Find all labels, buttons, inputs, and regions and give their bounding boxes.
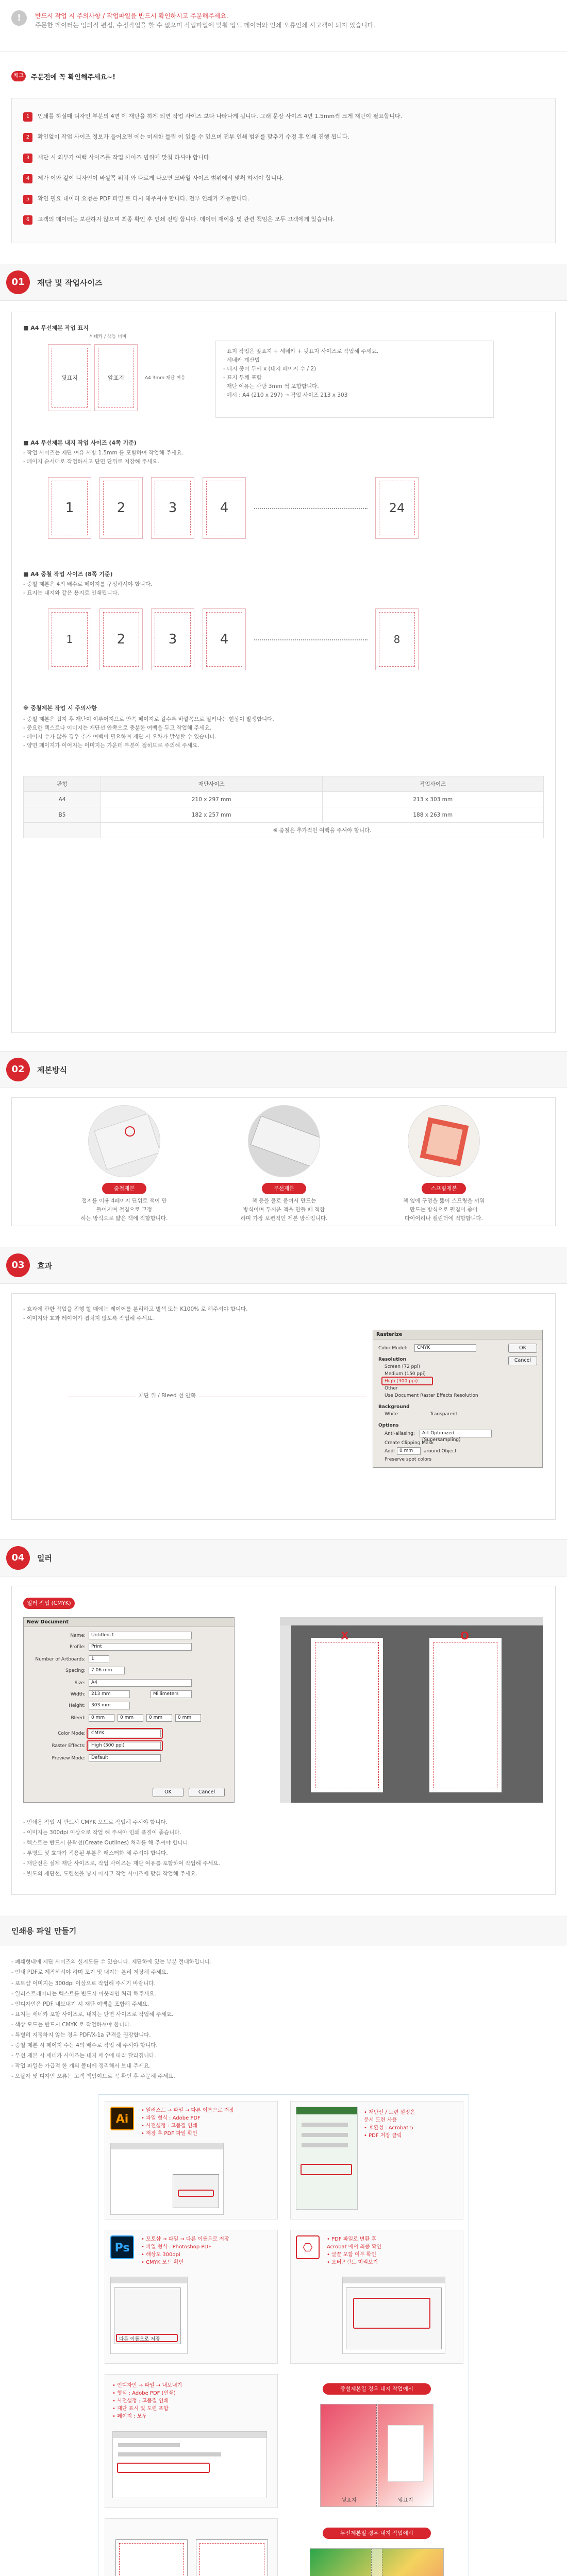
print-line: - 작업 파일은 가급적 한 개의 폴더에 정리해서 보내 주세요. bbox=[11, 2063, 151, 2069]
subheading: ■ A4 중철 작업 사이즈 (8쪽 기준) bbox=[23, 571, 113, 578]
page-example bbox=[115, 2539, 188, 2576]
size-select[interactable]: A4 bbox=[89, 1679, 192, 1687]
ok-button[interactable]: OK bbox=[153, 1788, 184, 1797]
print-line: - 색상 모드는 반드시 CMYK 로 작업하셔야 합니다. bbox=[11, 2022, 131, 2028]
check-item: 3 재단 시 외부가 여백 사이즈를 작업 사이즈 범위에 맞춰 하셔야 합니다. bbox=[23, 153, 211, 163]
check-item: 4 제가 이와 같이 디자인이 바깥쪽 위치 와 다르게 나오면 모바일 사이즈 범위에서 맞춰 하셔야 합니다. bbox=[23, 174, 284, 183]
new-document-dialog: New Document Name: Untitled-1 Profile: Print Number of Artboards: 1 Spacing: 7.06 mm Size: A4 Width: 213 mm Millimeters Height: 303 mm Bleed: 0 mm 0 mm 0 mm 0 mm Color Mode: CMYK Raster Effects: High (300 ppi) Preview Mode: Default OK Cancel bbox=[23, 1617, 235, 1803]
section-02-header bbox=[0, 1058, 67, 1081]
spine-label: 세네카 / 책등 너비 bbox=[89, 334, 127, 340]
binding-desc: 접지를 이용 4페이지 단위로 책이 만 들어지며 철침으로 고정 하는 방식으로 얇은 책에 적합합니다. bbox=[80, 1198, 168, 1222]
artboards-field[interactable]: 1 bbox=[89, 1655, 109, 1663]
ok-button[interactable]: OK bbox=[508, 1344, 537, 1353]
perfect-binding-image bbox=[248, 1105, 320, 1177]
rasterize-dialog: Rasterize Color Model: CMYK Resolution Screen (72 ppi) Medium (150 ppi) High (300 ppi) Other Use Document Raster Effects Resolution Background White Transparent Options Anti-aliasing: Art Optimized (Supersampling) Create Clipping Mask Add: 0 mm around Object Preserve spot colors OK Cancel bbox=[373, 1330, 543, 1468]
notice-line-1: 반드시 작업 시 주의사항 / 작업파일을 반드시 확인하시고 주문해주세요. bbox=[35, 12, 228, 20]
saddle-note: - 중철 제본은 4의 배수로 페이지를 구성하셔야 합니다. - 표지는 내지와 같은 용지로 인쇄됩니다. bbox=[23, 581, 153, 596]
bleed-field[interactable]: 0 mm bbox=[118, 1714, 143, 1722]
subheading: ■ A4 무선제본 내지 작업 사이즈 (4쪽 기준) bbox=[23, 439, 137, 446]
check-item: 6 고객의 데이터는 보관하지 않으며 최종 확인 후 인쇄 진행 합니다. 데이터 재이용 및 관련 책임은 모두 고객에게 있습니다. bbox=[23, 215, 335, 225]
illustrator-note: - 투명도 및 효과가 적용된 부분은 래스터화 해 주셔야 합니다. bbox=[23, 1850, 168, 1856]
notes-title: ※ 중철제본 작업 시 주의사항 bbox=[23, 705, 97, 711]
size-table bbox=[23, 776, 544, 838]
raster-effects-select[interactable]: High (300 ppi) bbox=[89, 1742, 161, 1750]
height-field[interactable]: 303 mm bbox=[89, 1702, 130, 1709]
ps-callout: • 포토샵 → 파일 → 다른 이름으로 저장 • 파일 형식 : Photoshop PDF • 해상도 300dpi • CMYK 모드 확인 bbox=[141, 2236, 229, 2265]
ai-callout-2: • 재단선 / 도련 설정은 문서 도련 사용 • 호환성 : Acrobat 5 • PDF 저장 클릭 bbox=[364, 2110, 415, 2139]
section-number: 01 bbox=[6, 270, 30, 294]
page-example bbox=[196, 2539, 268, 2576]
saddle-page: 8 bbox=[375, 608, 419, 670]
saddle-binding-image bbox=[88, 1105, 160, 1177]
section-title: 효과 bbox=[37, 1261, 52, 1270]
spring-binding-image bbox=[408, 1105, 480, 1177]
id-callout: • 인디자인 → 파일 → 내보내기 • 형식 : Adobe PDF (인쇄) • 사전설정 : 고품질 인쇄 • 재단 표시 및 도련 포함 • 페이지 : 모두 bbox=[112, 2383, 182, 2419]
highlight-box bbox=[87, 1740, 163, 1751]
section-band bbox=[0, 1051, 567, 1088]
ps-screenshot bbox=[110, 2277, 188, 2354]
section-number: 04 bbox=[6, 1546, 30, 1570]
dialog-title: Rasterize bbox=[373, 1330, 542, 1340]
photoshop-icon: Ps bbox=[110, 2235, 134, 2259]
highlight-box bbox=[381, 1377, 433, 1385]
print-line: - 무선 제본 시 세네카 사이즈는 내지 매수에 따라 달라집니다. bbox=[11, 2053, 156, 2059]
dots-line bbox=[254, 639, 368, 640]
cover-title: 무선제본일 경우 내지 작업예시 bbox=[323, 2528, 431, 2539]
print-line: - 오탈자 및 디자인 오류는 고객 책임이므로 꼭 확인 후 주문해 주세요. bbox=[11, 2073, 175, 2079]
binding-tag: 무선제본 bbox=[262, 1183, 306, 1194]
saddle-cover-example: 뒷표지 앞표지 bbox=[320, 2404, 433, 2507]
saddle-page: 3 bbox=[151, 608, 194, 670]
table-header: 작업사이즈 bbox=[322, 776, 544, 792]
dialog-title: New Document bbox=[24, 1618, 234, 1627]
pdf-icon: ⎔ bbox=[296, 2235, 320, 2259]
notice-line-2: 주문한 데이터는 임의적 편집, 수정작업을 할 수 없으며 작업파일에 맞춰 입도 데이터와 인쇄 오류인쇄 시고객이 되지 있습니다. bbox=[35, 22, 375, 29]
section-band bbox=[0, 1247, 567, 1284]
section-title: 인쇄용 파일 만들기 bbox=[11, 1926, 77, 1936]
section-band bbox=[0, 1917, 567, 1945]
section-05-header bbox=[0, 1925, 76, 1936]
bleed-field[interactable]: 0 mm bbox=[146, 1714, 172, 1722]
check-list-box bbox=[11, 98, 556, 243]
binding-desc: 책 등을 풀로 붙여서 만드는 방식이며 두꺼운 책을 만들 때 적합 하며 가장 보편적인 제본 방식입니다. bbox=[240, 1198, 328, 1222]
effect-text: - 이미지와 효과 레이어가 겹치지 않도록 작업해 주세요. bbox=[23, 1315, 154, 1321]
illustrator-box bbox=[11, 1586, 556, 1895]
section-number: 02 bbox=[6, 1058, 30, 1081]
table-row: ※ 중철은 추가적인 여백을 주셔야 합니다. bbox=[24, 823, 544, 838]
saddle-page: 4 bbox=[203, 608, 246, 670]
pdf-screenshot bbox=[342, 2277, 445, 2354]
illustrator-workspace bbox=[280, 1617, 543, 1803]
effect-center-text: 재단 위 / Bleed 선 안쪽 bbox=[136, 1392, 199, 1400]
check-item: 5 확인 필요 데이터 요청은 PDF 파일 로 다시 해주셔야 합니다. 전부 인쇄가 가능합니다. bbox=[23, 194, 249, 204]
section-title: 일러 bbox=[37, 1553, 52, 1563]
inner-note: - 작업 사이즈는 재단 여유 사방 1.5mm 를 포함하여 작업해 주세요. - 페이지 순서대로 작업하시고 단면 단위로 저장해 주세요. bbox=[23, 450, 184, 465]
pdf-callout: • PDF 파일로 변환 후 Acrobat 에서 최종 확인 • 글꼴 포함 여부 확인 • 오버프린트 미리보기 bbox=[327, 2236, 382, 2265]
section-title: 제본방식 bbox=[37, 1065, 67, 1075]
illustrator-note: - 텍스트는 반드시 윤곽선(Create Outlines) 처리를 해 주셔야 합니다. bbox=[23, 1840, 190, 1846]
ai-callout: • 일러스트 → 파일 → 다른 이름으로 저장 • 파일 형식 : Adobe PDF • 사전설정 : 고품질 인쇄 • 저장 후 PDF 파일 확인 bbox=[141, 2108, 235, 2137]
inner-page: 24 bbox=[375, 477, 419, 539]
wrong-mark: X bbox=[341, 1630, 349, 1642]
section-04-header bbox=[0, 1546, 52, 1570]
ps-menu-label: 다른 이름으로 저장 bbox=[119, 2336, 160, 2342]
print-line: - 중철 제본 시 페이지 수는 4의 배수로 작업 해 주셔야 합니다. bbox=[11, 2042, 158, 2048]
print-line: - 포토샵 이미지는 300dpi 이상으로 작업해 주시기 바랍니다. bbox=[11, 1980, 156, 1987]
table-row: B5 182 x 257 mm 188 x 263 mm bbox=[24, 807, 544, 823]
print-line: - 일러스트레이터는 텍스트를 반드시 아웃라인 처리 해주세요. bbox=[11, 1991, 156, 1997]
table-row: A4 210 x 297 mm 213 x 303 mm bbox=[24, 792, 544, 807]
print-line: - 특별히 지정하지 않는 경우 PDF/X-1a 규격을 권장합니다. bbox=[11, 2032, 151, 2038]
print-red-line: - 폐쇄형태에 제단 사이즈의 실지도를 수 있습니다. 제단하에 있는 부분 절대하입니다. bbox=[11, 1959, 212, 1965]
inner-page: 4 bbox=[203, 477, 246, 539]
subheading: ■ A4 무선제본 작업 표지 bbox=[23, 325, 89, 331]
artboard-right bbox=[429, 1638, 502, 1792]
antialias-select[interactable]: Art Optimized (Supersampling) bbox=[420, 1430, 492, 1437]
info-icon: ! bbox=[11, 10, 27, 26]
ai-pdf-screenshot bbox=[296, 2107, 358, 2210]
id-panel bbox=[105, 2374, 278, 2508]
artboard-wrong bbox=[311, 1638, 383, 1792]
cancel-button[interactable]: Cancel bbox=[508, 1356, 537, 1365]
print-line: - 인디자인은 PDF 내보내기 시 재단 여백을 포함해 주세요. bbox=[11, 2001, 149, 2007]
units-select[interactable]: Millimeters bbox=[151, 1690, 192, 1698]
check-item: 1 인쇄를 하실때 디자인 부분의 4면 에 재단을 하게 되면 작업 사이즈 보다 나타나게 됩니다. 그래 문장 사이즈 4면 1.5mm씩 크게 재단이 필요합니다. bbox=[23, 112, 402, 122]
illustrator-tag: 일러 작업 (CMYK) bbox=[23, 1598, 75, 1609]
print-red-line: - 인쇄 PDF로 제작하셔야 하며 포기 및 내지는 분리 저장해 주세요. bbox=[11, 1969, 169, 1975]
cover-notes: · 표지 작업은 앞표지 + 세네카 + 뒷표지 사이즈로 작업해 주세요. · 세네카 계산법 - 내지 종이 두께 x (내지 페이지 수 / 2) - 표지 두께 포함 · 재단 여유는 사방 3mm 씩 포함합니다. · 예시 : A4 (210 x 297) → 작업 사이즈 213 x 303 bbox=[223, 348, 379, 398]
illustrator-icon: Ai bbox=[110, 2107, 134, 2130]
saddle-notes: - 중철 제본은 접지 후 재단이 이루어지므로 안쪽 페이지로 갈수록 바깥쪽으로 밀려나는 현상이 발생합니다. - 중요한 텍스트나 이미지는 재단선 안쪽으로 충분한 여백을 두고 작업해 주세요. - 페이지 수가 많을 경우 추가 여백이 필요하며 재단 시 오차가 발생할 수 있습니다. - 양면 페이지가 이어지는 이미지는 가운데 부분이 접히므로 주의해 주세요. bbox=[23, 716, 274, 749]
profile-select[interactable]: Print bbox=[89, 1643, 192, 1651]
highlight-box bbox=[87, 1728, 163, 1739]
size-label: A4 3mm 재단 여유 bbox=[145, 376, 186, 381]
color-model-select[interactable]: CMYK bbox=[414, 1344, 476, 1352]
check-title: 주문전에 꼭 확인해주세요~! bbox=[31, 73, 116, 81]
section-title: 재단 및 작업사이즈 bbox=[37, 278, 103, 287]
high-res-radio[interactable]: High (300 ppi) bbox=[385, 1379, 418, 1384]
perfect-cover-example bbox=[310, 2548, 444, 2576]
print-line: - 표지는 세네카 포함 사이즈로, 내지는 단면 사이즈로 작업해 주세요. bbox=[11, 2011, 174, 2018]
front-cover-page: 앞표지 bbox=[94, 344, 138, 411]
cover-title: 중철제본일 경우 내지 작업예시 bbox=[323, 2383, 431, 2395]
illustrator-note: - 인쇄용 작업 시 반드시 CMYK 모드로 작업해 주셔야 합니다. bbox=[23, 1819, 168, 1825]
saddle-page: 2 bbox=[99, 608, 143, 670]
bleed-field[interactable]: 0 mm bbox=[89, 1714, 114, 1722]
bleed-field[interactable]: 0 mm bbox=[175, 1714, 201, 1722]
inner-page: 1 bbox=[48, 477, 91, 539]
illustrator-note: - 재단선은 실제 재단 사이즈로, 작업 사이즈는 재단 여유를 포함하여 작업해 주세요. bbox=[23, 1860, 220, 1867]
table-header: 재단사이즈 bbox=[101, 776, 323, 792]
check-pill: 체크 bbox=[11, 71, 26, 81]
check-header bbox=[11, 71, 115, 81]
pdf-panel bbox=[290, 2230, 463, 2364]
tutorial-frame bbox=[98, 2094, 469, 2576]
inner-page: 2 bbox=[99, 477, 143, 539]
section-01-header bbox=[0, 270, 102, 294]
page-example-panel bbox=[105, 2518, 278, 2576]
illustrator-note: - 이미지는 300dpi 이상으로 작업 해 주셔야 인쇄 품질이 좋습니다. bbox=[23, 1829, 181, 1836]
binding-box bbox=[11, 1097, 556, 1226]
binding-tag: 중철제본 bbox=[102, 1183, 146, 1194]
cover-notes-panel bbox=[215, 341, 494, 418]
illustrator-note: - 별도의 재단선, 도련선을 넣지 마시고 작업 사이즈에 맞춰 작업해 주세요. bbox=[23, 1871, 197, 1877]
table-header: 판형 bbox=[24, 776, 101, 792]
ai-panel-2 bbox=[290, 2101, 463, 2219]
id-screenshot bbox=[112, 2431, 267, 2498]
ps-panel bbox=[105, 2230, 278, 2364]
preview-mode-select[interactable]: Default bbox=[89, 1754, 161, 1762]
ai-panel bbox=[105, 2101, 278, 2219]
ai-screenshot bbox=[110, 2143, 224, 2215]
menu-bar bbox=[280, 1617, 543, 1625]
section-number: 03 bbox=[6, 1253, 30, 1277]
cancel-button[interactable]: Cancel bbox=[189, 1788, 225, 1797]
color-mode-select[interactable]: CMYK bbox=[89, 1730, 161, 1737]
right-mark: O bbox=[460, 1630, 470, 1642]
back-cover-page: 뒷표지 bbox=[48, 344, 91, 411]
section-01-box bbox=[11, 312, 556, 1033]
effect-text: - 효과에 관한 작업을 진행 할 때에는 레이어를 분리하고 별색 또는 K100% 로 해주셔야 합니다. bbox=[23, 1306, 248, 1312]
binding-tag: 스프링제본 bbox=[422, 1183, 466, 1194]
section-03-header bbox=[0, 1253, 52, 1277]
effect-box bbox=[11, 1293, 556, 1520]
inner-page: 3 bbox=[151, 477, 194, 539]
spacing-field[interactable]: 7.06 mm bbox=[89, 1667, 125, 1674]
binding-desc: 책 옆에 구멍을 뚫어 스프링을 끼워 만드는 방식으로 펼침이 좋아 다이어리나 캘린더에 적합합니다. bbox=[403, 1198, 485, 1222]
dots-line bbox=[254, 508, 368, 509]
add-field[interactable]: 0 mm bbox=[397, 1447, 421, 1455]
tool-bar bbox=[280, 1625, 291, 1803]
width-field[interactable]: 213 mm bbox=[89, 1690, 130, 1698]
check-item: 2 확인없이 작업 사이즈 정보가 들어오면 에는 미세한 틀림 이 있을 수 있으며 전부 인쇄 범위를 맞추기 수정 후 인쇄 진행 됩니다. bbox=[23, 132, 349, 142]
saddle-page: 1 bbox=[48, 608, 91, 670]
section-band bbox=[0, 1539, 567, 1577]
name-field[interactable]: Untitled-1 bbox=[89, 1632, 192, 1639]
